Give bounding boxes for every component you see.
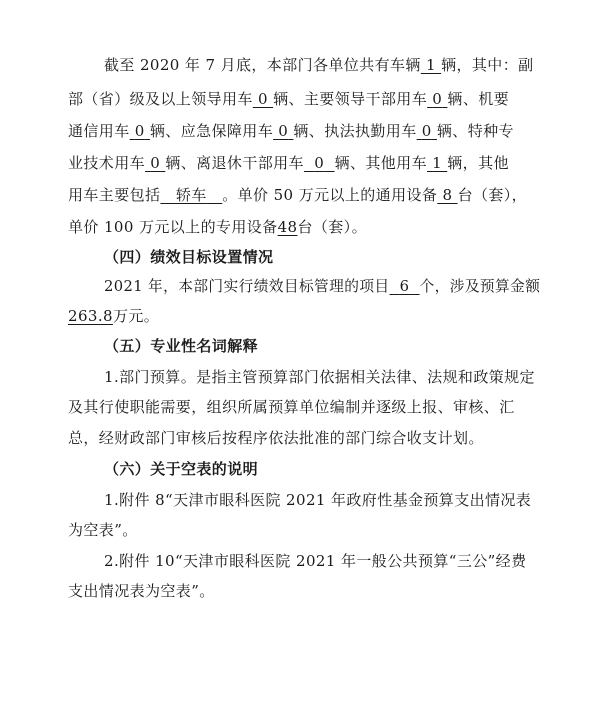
vehicles-text: 辆、特种专 (436, 122, 514, 140)
retired-vehicle-value: 0 (314, 154, 325, 172)
vehicles-text: 辆，其中：副 (441, 56, 534, 74)
vehicles-line-4 (68, 153, 509, 173)
vehicles-text: 业技术用车 (68, 154, 146, 172)
vehicles-text: 。单价 50 万元以上的通用设备 (222, 186, 438, 204)
vehicle-total-value: 1 (425, 56, 436, 74)
section-4-text: 2021 年，本部门实行绩效目标管理的项目 (104, 277, 390, 295)
special-vehicle-value: 0 (150, 154, 161, 172)
emergency-vehicle-value: 0 (278, 122, 289, 140)
main-leader-vehicle-value: 0 (432, 90, 443, 108)
comm-vehicle-value: 0 (134, 122, 145, 140)
section-4-line-1 (104, 276, 540, 296)
section-6-item-2-line-1: 2.附件 10“天津市眼科医院 2021 年一般公共预算“三公”经费 (104, 552, 527, 570)
other-vehicle-type-value: 轿车 (175, 186, 207, 204)
vehicles-text: 辆、主要领导干部用车 (273, 90, 428, 108)
vehicles-text: 通信用车 (68, 122, 130, 140)
vehicles-line-2 (68, 89, 509, 109)
vehicles-line-5 (68, 185, 527, 205)
special-equipment-value: 48 (277, 218, 298, 236)
vehicles-text: 辆、机要 (447, 90, 510, 108)
vehicles-line-3 (68, 121, 514, 141)
vehicles-text: 辆、执法执勤用车 (293, 122, 417, 140)
vehicles-text: 辆、应急保障用车 (149, 122, 274, 140)
leader-vehicle-value: 0 (257, 90, 268, 108)
section-6-item-1-line-2: 为空表”。 (68, 521, 138, 539)
vehicles-text: 辆、其他用车 (334, 154, 427, 172)
other-vehicle-value: 1 (432, 154, 443, 172)
performance-amount-value: 263.8 (68, 307, 113, 325)
section-5-line-2: 及其行使职能需要，组织所属预算单位编制并逐级上报、审核、汇 (68, 398, 515, 416)
section-5-line-3: 总，经财政部门审核后按程序依法批准的部门综合收支计划。 (68, 429, 484, 447)
vehicles-text: 台（套）。 (297, 218, 367, 236)
general-equipment-value: 8 (442, 186, 453, 204)
law-vehicle-value: 0 (421, 122, 432, 140)
section-6-item-2-line-2: 支出情况表为空表”。 (68, 582, 215, 600)
vehicles-text: 辆，其他 (447, 154, 509, 172)
section-4-heading: （四）绩效目标设置情况 (104, 248, 274, 266)
vehicles-text: 台（套）， (457, 186, 528, 204)
section-4-text: 万元。 (112, 307, 160, 325)
section-5-heading: （五）专业性名词解释 (104, 337, 259, 355)
vehicles-text: 截至 2020 年 7 月底，本部门各单位共有车辆 (104, 56, 421, 74)
section-5-line-1: 1.部门预算。是指主管预算部门依据相关法律、法规和政策规定 (104, 368, 535, 386)
vehicles-line-1 (104, 55, 534, 75)
vehicles-text: 用车主要包括 (68, 186, 161, 204)
section-6-item-1-line-1: 1.附件 8“天津市眼科医院 2021 年政府性基金预算支出情况表 (104, 491, 532, 509)
section-4-text: 个，涉及预算金额 (419, 277, 541, 295)
section-6-heading: （六）关于空表的说明 (104, 460, 259, 478)
performance-projects-value: 6 (399, 277, 410, 295)
vehicles-text: 辆、离退休干部用车 (165, 154, 304, 172)
vehicles-text: 单价 100 万元以上的专用设备 (68, 218, 278, 236)
section-4-line-2 (68, 306, 159, 326)
vehicles-text: 部（省）级及以上领导用车 (68, 90, 253, 108)
vehicles-line-6 (68, 217, 367, 237)
